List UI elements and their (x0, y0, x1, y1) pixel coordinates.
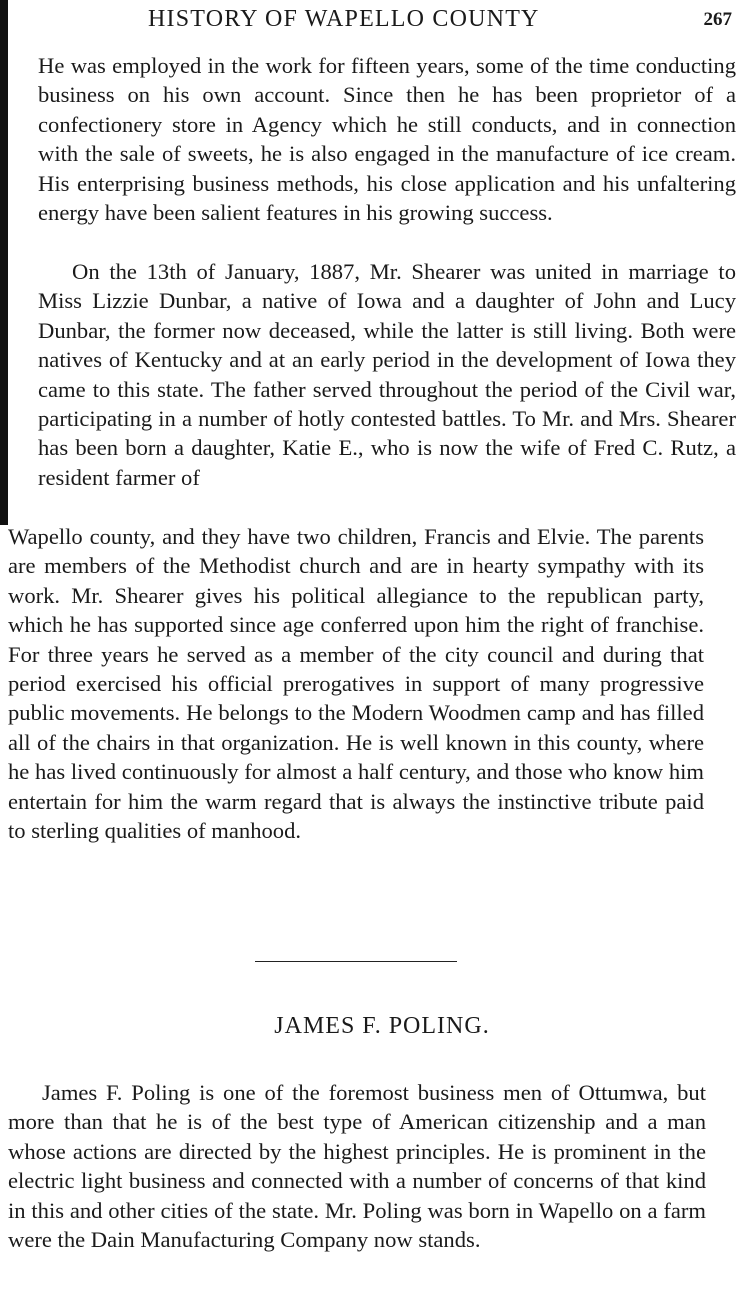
page-number: 267 (703, 9, 732, 30)
binding-shadow (0, 0, 8, 525)
section-title: JAMES F. POLING. (274, 1013, 490, 1039)
paragraph-3 (8, 1078, 706, 1254)
section-divider (255, 961, 457, 962)
paragraph-text: Wapello county, and they have two children, Francis and Elvie. The parents are members of the Methodist church and are in hearty sympathy with its work. Mr. Shearer gives his political allegiance to the republican party, which he has supported since age conferred upon him the right of franchise. For three years he served as a member of the city council and during that period exercised his official prerogatives in support of many progressive public movements. He belongs to the Modern Woodmen camp and has filled all of the chairs in that organization. He is well known in this county, where he has lived continuously for almost a half century, and those who know him entertain for him the warm regard that is always the instinctive tribute paid to sterling qualities of manhood. (8, 524, 704, 844)
paragraph-text: He was employed in the work for fifteen years, some of the time conducting business on his own account. Since then he has been proprietor of a confectionery store in Agency which he still conducts, and in connection with the sale of sweets, he is also engaged in the manufacture of ice cream. His enterprising business methods, his close application and his unfaltering energy have been salient features in his growing success. (38, 53, 736, 226)
paragraph-text: On the 13th of January, 1887, Mr. Shearer was united in marriage to Miss Lizzie Dunbar, a native of Iowa and a daughter of John and Lucy Dunbar, the former now deceased, while the latter is still living. Both were natives of Kentucky and at an early period in the development of Iowa they came to this state. The father served throughout the period of the Civil war, participating in a number of hotly contested battles. To Mr. and Mrs. Shearer has been born a daughter, Katie E., who is now the wife of Fred C. Rutz, a resident farmer of (38, 259, 736, 490)
paragraph-1 (38, 51, 736, 227)
paragraph-2 (38, 257, 736, 492)
paragraph-2-continued (8, 522, 704, 845)
paragraph-text: James F. Poling is one of the foremost business men of Ottumwa, but more than that he is of the best type of American citizenship and a man whose actions are directed by the highest principles. He is prominent in the electric light business and connected with a number of concerns of that kind in this and other cities of the state. Mr. Poling was born in Wapello on a farm were the Dain Manufacturing Company now stands. (8, 1080, 706, 1253)
page-header (0, 4, 746, 36)
running-title: HISTORY OF WAPELLO COUNTY (148, 6, 540, 32)
